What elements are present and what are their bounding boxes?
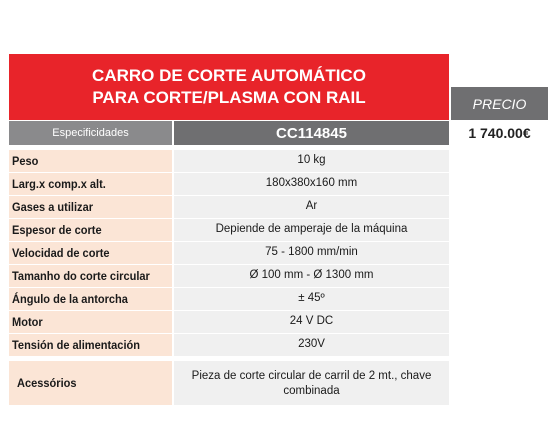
spec-value: Ø 100 mm - Ø 1300 mm (174, 265, 449, 287)
spec-label: Peso (9, 150, 172, 172)
spec-value: 180x380x160 mm (174, 173, 449, 195)
spec-label: Larg.x comp.x alt. (9, 173, 172, 195)
table-row (9, 173, 449, 195)
spec-value: 75 - 1800 mm/min (174, 242, 449, 264)
table-row (9, 150, 449, 172)
price-value: 1 740.00€ (468, 125, 531, 141)
spec-label: Acessórios (9, 361, 172, 405)
spec-column-header: Especificidades (9, 121, 172, 145)
spec-label: Ángulo de la antorcha (9, 288, 172, 310)
spec-label: Espesor de corte (9, 219, 172, 241)
table-row (9, 311, 449, 333)
spec-value: ± 45º (174, 288, 449, 310)
spec-label: Velocidad de corte (9, 242, 172, 264)
spec-value: 230V (174, 334, 449, 356)
price-header: PRECIO (451, 87, 548, 120)
spec-value: 24 V DC (174, 311, 449, 333)
spec-table-header (9, 121, 449, 145)
spec-label: Tensión de alimentación (9, 334, 172, 356)
spec-label: Gases a utilizar (9, 196, 172, 218)
product-title-line2: PARA CORTE/PLASMA CON RAIL (92, 88, 366, 107)
table-row (9, 265, 449, 287)
model-code: CC114845 (174, 121, 449, 145)
spec-label: Motor (9, 311, 172, 333)
table-row (9, 242, 449, 264)
spec-value: Depiende de amperaje de la máquina (174, 219, 449, 241)
table-row (9, 219, 449, 241)
table-row (9, 334, 449, 356)
product-title-banner (9, 54, 449, 120)
spec-value: Ar (174, 196, 449, 218)
table-row (9, 196, 449, 218)
table-row (9, 288, 449, 310)
spec-label: Tamanho do corte circular (9, 265, 172, 287)
spec-value: Pieza de corte circular de carril de 2 mt., chave combinada (174, 361, 449, 405)
spec-value: 10 kg (174, 150, 449, 172)
product-title-line1: CARRO DE CORTE AUTOMÁTICO (92, 66, 366, 85)
spec-table (9, 150, 449, 406)
table-row (9, 361, 449, 405)
